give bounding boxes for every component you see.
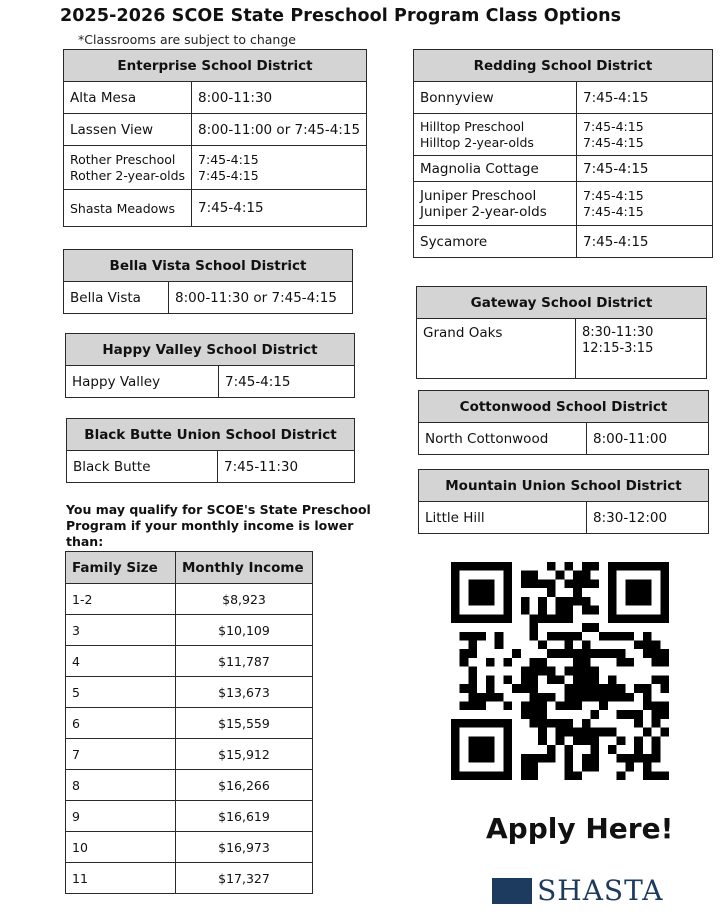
family-size-cell: 7 (66, 739, 176, 770)
monthly-income-cell: $16,266 (176, 770, 313, 801)
monthly-income-cell: $8,923 (176, 584, 313, 615)
class-time: 8:00-11:00 (587, 423, 709, 455)
monthly-income-cell: $17,327 (176, 863, 313, 894)
class-time: 7:45-4:15 7:45-4:15 (192, 146, 367, 190)
school-name: Sycamore (414, 226, 577, 258)
school-name: Lassen View (64, 114, 192, 146)
class-time: 7:45-4:15 (219, 366, 355, 398)
monthly-income-cell: $15,559 (176, 708, 313, 739)
table-row (66, 770, 313, 801)
school-name: North Cottonwood (419, 423, 587, 455)
table-row (66, 615, 313, 646)
school-name: Magnolia Cottage (414, 156, 577, 182)
school-name: Juniper Preschool Juniper 2-year-olds (414, 182, 577, 226)
class-time: 8:30-12:00 (587, 502, 709, 534)
mountain-union-district-table (418, 469, 709, 534)
monthly-income-cell: $11,787 (176, 646, 313, 677)
income-table (65, 551, 313, 894)
family-size-cell: 11 (66, 863, 176, 894)
school-name: Bonnyview (414, 82, 577, 114)
class-time: 7:45-4:15 (577, 226, 713, 258)
class-time: 7:45-4:15 (577, 156, 713, 182)
column-header-family-size: Family Size (66, 552, 176, 584)
table-row (66, 863, 313, 894)
page-subtitle: *Classrooms are subject to change (78, 32, 296, 47)
class-time: 7:45-11:30 (218, 451, 355, 483)
logo-mark-icon (492, 878, 532, 904)
happy-valley-district-table (65, 333, 355, 398)
bella-vista-district-table (63, 249, 353, 314)
monthly-income-cell: $16,973 (176, 832, 313, 863)
school-name: Alta Mesa (64, 82, 192, 114)
table-row (66, 646, 313, 677)
apply-here-text: Apply Here! (486, 812, 674, 845)
family-size-cell: 9 (66, 801, 176, 832)
class-time: 7:45-4:15 (192, 190, 367, 227)
class-time: 7:45-4:15 7:45-4:15 (577, 114, 713, 156)
table-row (66, 708, 313, 739)
family-size-cell: 6 (66, 708, 176, 739)
qr-code-image[interactable] (451, 562, 669, 780)
logo-wordmark: SHASTA (537, 874, 664, 907)
monthly-income-cell: $15,912 (176, 739, 313, 770)
scoe-logo (492, 874, 663, 914)
district-header: Happy Valley School District (66, 334, 355, 366)
monthly-income-cell: $10,109 (176, 615, 313, 646)
table-row (66, 801, 313, 832)
district-header: Gateway School District (417, 287, 707, 319)
district-header: Black Butte Union School District (67, 419, 355, 451)
class-time: 8:30-11:30 12:15-3:15 (576, 319, 707, 379)
school-name: Happy Valley (66, 366, 219, 398)
table-row (66, 832, 313, 863)
district-header: Bella Vista School District (64, 250, 353, 282)
class-time: 8:00-11:00 or 7:45-4:15 (192, 114, 367, 146)
qr-code[interactable] (451, 562, 669, 780)
monthly-income-cell: $16,619 (176, 801, 313, 832)
page-title: 2025-2026 SCOE State Preschool Program Class Options (60, 6, 622, 26)
school-name: Shasta Meadows (64, 190, 192, 227)
school-name: Little Hill (419, 502, 587, 534)
table-row (66, 677, 313, 708)
black-butte-district-table (66, 418, 355, 483)
school-name: Black Butte (67, 451, 218, 483)
district-header: Enterprise School District (64, 50, 367, 82)
table-row (66, 584, 313, 615)
family-size-cell: 3 (66, 615, 176, 646)
column-header-monthly-income: Monthly Income (176, 552, 313, 584)
school-name: Grand Oaks (417, 319, 576, 379)
class-time: 8:00-11:30 (192, 82, 367, 114)
table-row (66, 739, 313, 770)
redding-district-table (413, 49, 713, 258)
school-name: Rother Preschool Rother 2-year-olds (64, 146, 192, 190)
family-size-cell: 10 (66, 832, 176, 863)
district-header: Redding School District (414, 50, 713, 82)
school-name: Hilltop Preschool Hilltop 2-year-olds (414, 114, 577, 156)
class-time: 8:00-11:30 or 7:45-4:15 (169, 282, 353, 314)
school-name: Bella Vista (64, 282, 169, 314)
family-size-cell: 1-2 (66, 584, 176, 615)
family-size-cell: 8 (66, 770, 176, 801)
gateway-district-table (416, 286, 707, 379)
enterprise-district-table (63, 49, 367, 227)
cottonwood-district-table (418, 390, 709, 455)
monthly-income-cell: $13,673 (176, 677, 313, 708)
district-header: Mountain Union School District (419, 470, 709, 502)
family-size-cell: 4 (66, 646, 176, 677)
class-time: 7:45-4:15 7:45-4:15 (577, 182, 713, 226)
family-size-cell: 5 (66, 677, 176, 708)
income-qualify-text: You may qualify for SCOE's State Preschool Program if your monthly income is lower than: (66, 502, 371, 549)
class-time: 7:45-4:15 (577, 82, 713, 114)
district-header: Cottonwood School District (419, 391, 709, 423)
